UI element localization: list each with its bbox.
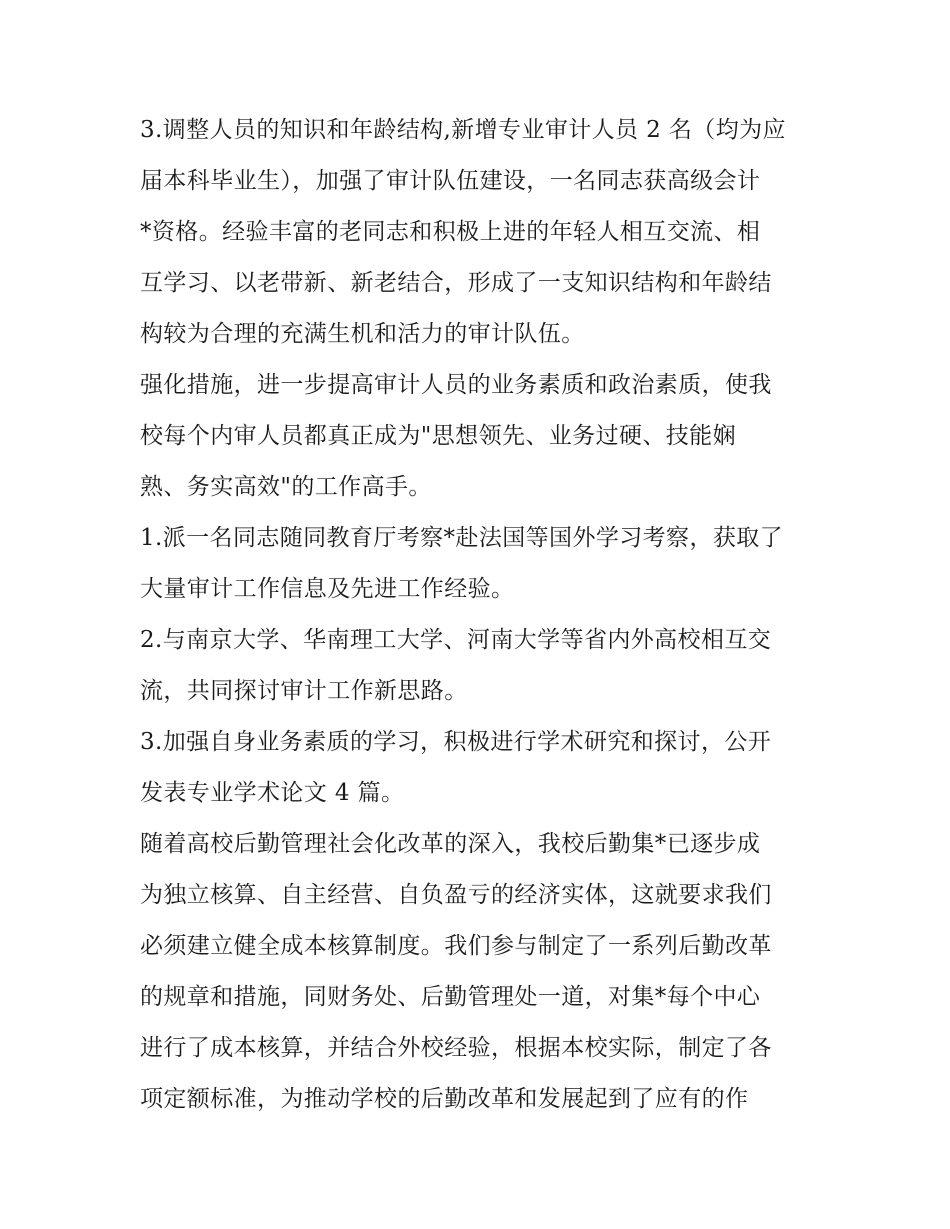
- text-line: 随着高校后勤管理社会化改革的深入，我校后勤集*已逐步成: [140, 831, 761, 857]
- text-line: 熟、务实高效"的工作高手。: [140, 474, 432, 500]
- text-line: 进行了成本核算，并结合外校经验，根据本校实际，制定了各: [140, 1035, 772, 1061]
- text-line: 的规章和措施，同财务处、后勤管理处一道，对集*每个中心: [140, 984, 761, 1010]
- text-line: 3.调整人员的知识和年龄结构,新增专业审计人员 2 名（均为应: [140, 117, 786, 143]
- text-line: 流，共同探讨审计工作新思路。: [140, 678, 468, 704]
- text-line: 大量审计工作信息及先进工作经验。: [140, 576, 515, 602]
- text-line: 互学习、以老带新、新老结合，形成了一支知识结构和年龄结: [140, 270, 772, 296]
- text-line: 3.加强自身业务素质的学习，积极进行学术研究和探讨，公开: [140, 729, 772, 755]
- text-line: 为独立核算、自主经营、自负盈亏的经济实体，这就要求我们: [140, 882, 772, 908]
- text-line: 校每个内审人员都真正成为"思想领先、业务过硬、技能娴: [140, 423, 736, 449]
- text-line: 强化措施，进一步提高审计人员的业务素质和政治素质，使我: [140, 372, 772, 398]
- paragraph-logistics-reform: [140, 819, 820, 1125]
- paragraph-item-3: [140, 717, 820, 819]
- paragraph-staff-structure: [140, 105, 820, 360]
- document-body: [140, 105, 820, 1125]
- text-line: 构较为合理的充满生机和活力的审计队伍。: [140, 321, 585, 347]
- text-line: 发表专业学术论文 4 篇。: [140, 780, 405, 806]
- text-line: 1.派一名同志随同教育厅考察*赴法国等国外学习考察，获取了: [140, 525, 784, 551]
- text-line: *资格。经验丰富的老同志和积极上进的年轻人相互交流、相: [140, 219, 761, 245]
- text-line: 必须建立健全成本核算制度。我们参与制定了一系列后勤改革: [140, 933, 772, 959]
- text-line: 届本科毕业生），加强了审计队伍建设，一名同志获高级会计: [140, 168, 761, 194]
- text-line: 2.与南京大学、华南理工大学、河南大学等省内外高校相互交: [140, 627, 772, 653]
- paragraph-strengthen-measures: [140, 360, 820, 513]
- paragraph-item-2: [140, 615, 820, 717]
- text-line: 项定额标准，为推动学校的后勤改革和发展起到了应有的作: [140, 1086, 749, 1112]
- paragraph-item-1: [140, 513, 820, 615]
